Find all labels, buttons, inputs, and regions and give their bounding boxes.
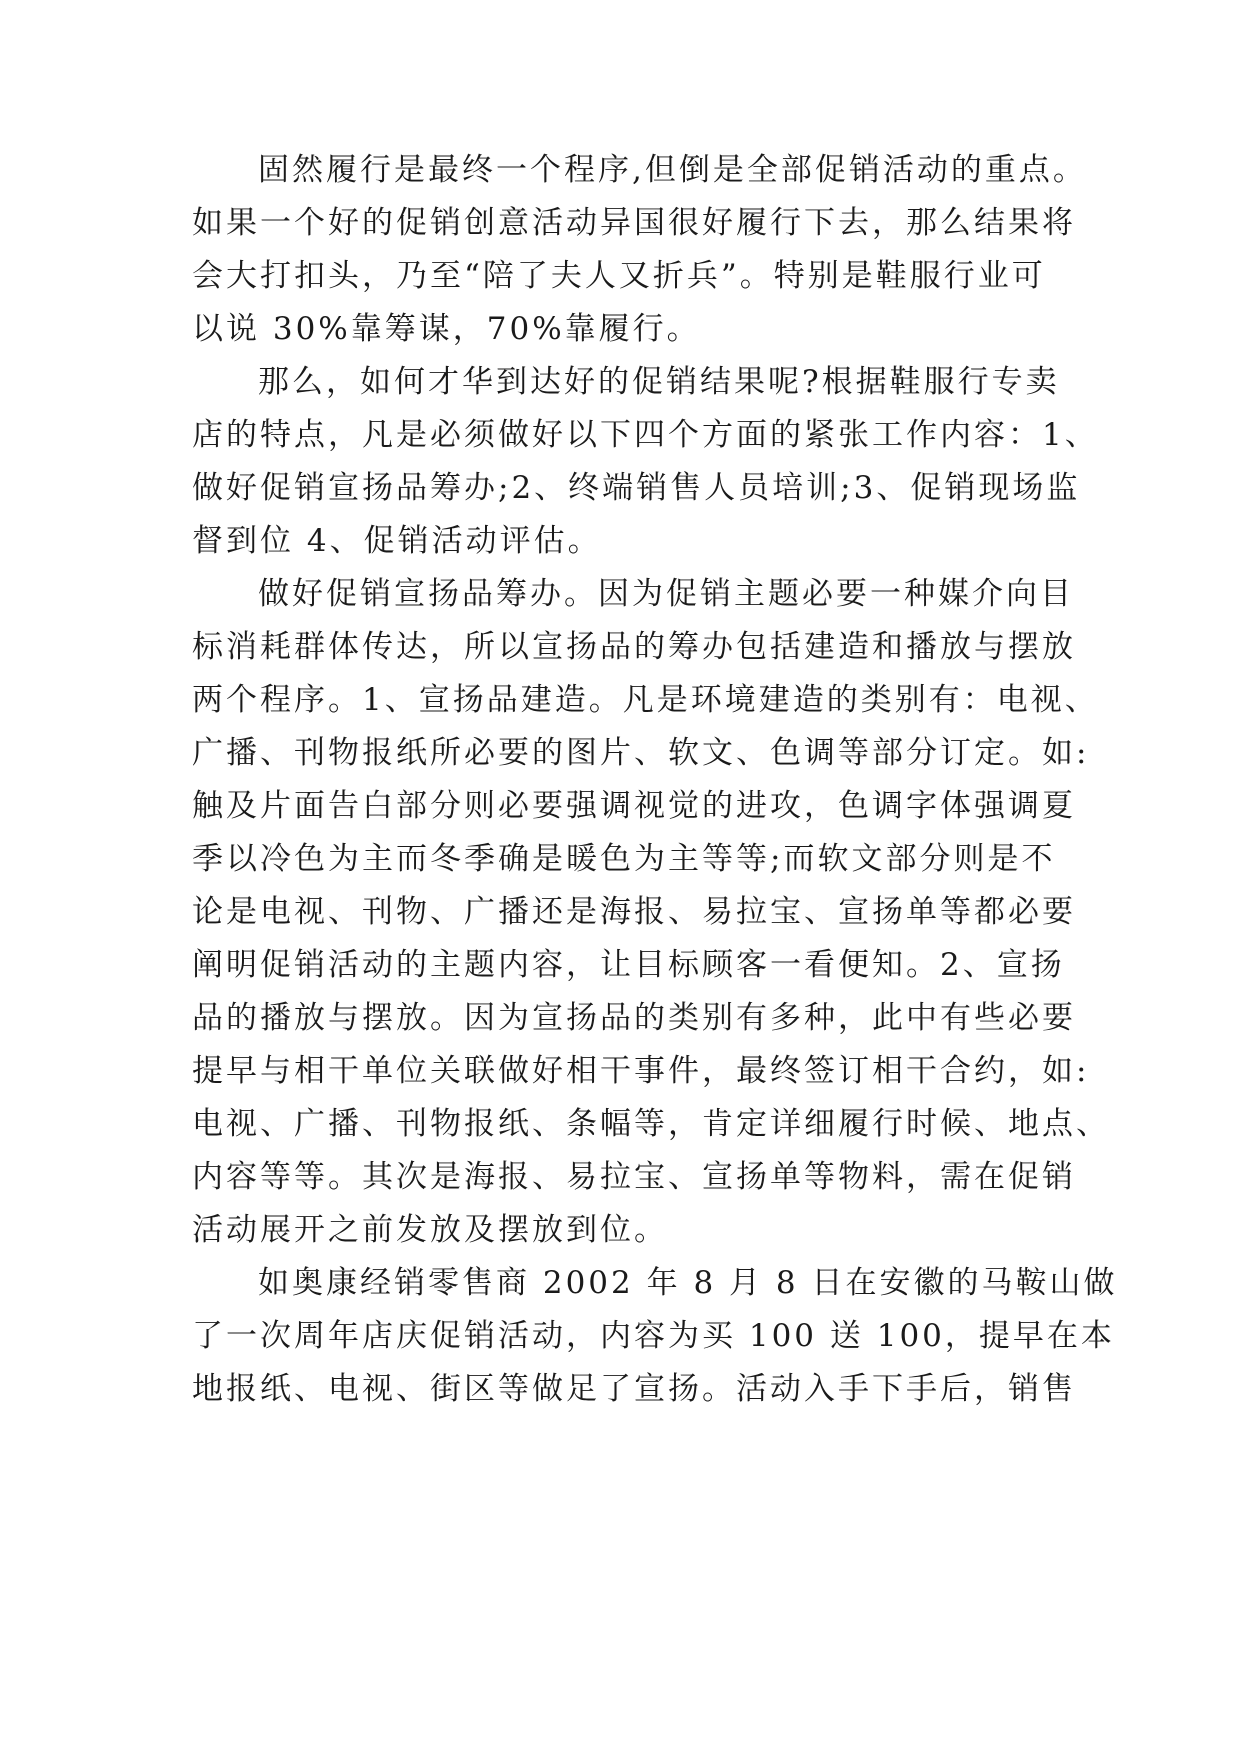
paragraph-1-line-3: 会大打扣头，乃至“陪了夫人又折兵”。特别是鞋服行业可 (192, 258, 1046, 294)
paragraph-2-line-3: 做好促销宣扬品筹办;2、终端销售人员培训;3、促销现场监 (192, 470, 1081, 506)
paragraph-4-line-1: 如奥康经销零售商 2002 年 8 月 8 日在安徽的马鞍山做 (258, 1265, 1118, 1301)
paragraph-1-line-1: 固然履行是最终一个程序,但倒是全部促销活动的重点。 (258, 152, 1087, 188)
paragraph-4-line-2: 了一次周年店庆促销活动，内容为买 100 送 100，提早在本 (192, 1318, 1115, 1354)
paragraph-3-line-12: 内容等等。其次是海报、易拉宝、宣扬单等物料，需在促销 (192, 1159, 1076, 1195)
paragraph-2-line-4: 督到位 4、促销活动评估。 (192, 523, 602, 559)
paragraph-2-line-2: 店的特点，凡是必须做好以下四个方面的紧张工作内容：1、 (192, 417, 1099, 453)
paragraph-3-line-9: 品的播放与摆放。因为宣扬品的类别有多种，此中有些必要 (192, 1000, 1076, 1036)
paragraph-1-line-4: 以说 30%靠筹谋，70%靠履行。 (192, 311, 701, 347)
paragraph-3-line-6: 季以冷色为主而冬季确是暖色为主等等;而软文部分则是不 (192, 841, 1056, 877)
paragraph-3-line-10: 提早与相干单位关联做好相干事件，最终签订相干合约，如: (192, 1053, 1090, 1089)
paragraph-3-line-8: 阐明促销活动的主题内容，让目标顾客一看便知。2、宣扬 (192, 947, 1065, 983)
paragraph-1-line-2: 如果一个好的促销创意活动异国很好履行下去，那么结果将 (192, 205, 1076, 241)
paragraph-3-line-1: 做好促销宣扬品筹办。因为促销主题必要一种媒介向目 (258, 576, 1074, 612)
paragraph-3-line-5: 触及片面告白部分则必要强调视觉的进攻，色调字体强调夏 (192, 788, 1076, 824)
paragraph-3-line-7: 论是电视、刊物、广播还是海报、易拉宝、宣扬单等都必要 (192, 894, 1076, 930)
paragraph-3-line-13: 活动展开之前发放及摆放到位。 (192, 1212, 668, 1248)
paragraph-2-line-1: 那么，如何才华到达好的促销结果呢?根据鞋服行专卖 (258, 364, 1060, 400)
paragraph-3-line-11: 电视、广播、刊物报纸、条幅等，肯定详细履行时候、地点、 (192, 1106, 1110, 1142)
paragraph-3-line-3: 两个程序。1、宣扬品建造。凡是环境建造的类别有：电视、 (192, 682, 1099, 718)
paragraph-4-line-3: 地报纸、电视、街区等做足了宣扬。活动入手下手后，销售 (192, 1371, 1076, 1407)
paragraph-3-line-4: 广播、刊物报纸所必要的图片、软文、色调等部分订定。如: (192, 735, 1090, 771)
paragraph-3-line-2: 标消耗群体传达，所以宣扬品的筹办包括建造和播放与摆放 (192, 629, 1076, 665)
